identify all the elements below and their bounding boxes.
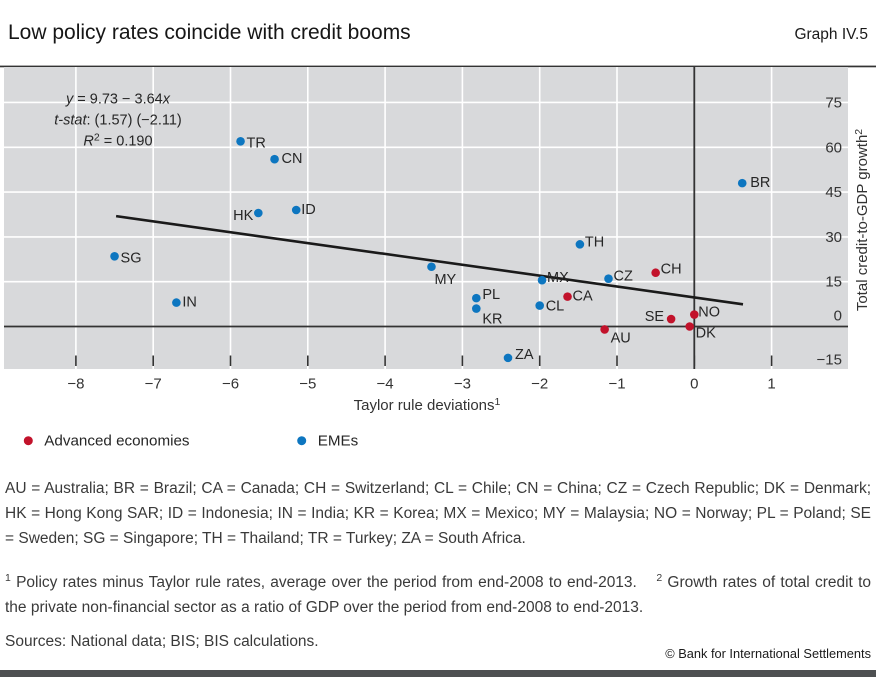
footnote-1-text: Policy rates minus Taylor rule rates, average over the period from end-2008 to end-2013.	[16, 573, 637, 591]
data-point-PL	[472, 294, 481, 303]
x-axis-tick-label: −1	[608, 375, 626, 393]
point-label-MY: MY	[434, 271, 457, 288]
y-axis-tick-label: 60	[825, 139, 842, 157]
data-point-TR	[236, 137, 245, 146]
data-point-ID	[292, 206, 301, 215]
point-label-NO: NO	[698, 304, 721, 321]
data-point-MX	[538, 276, 547, 285]
x-axis-tick-label: −4	[376, 375, 394, 393]
point-label-SE: SE	[644, 309, 665, 326]
point-label-TR: TR	[246, 135, 266, 152]
data-point-TH	[576, 240, 585, 249]
x-axis-tick-label: −5	[299, 375, 317, 393]
copyright-notice: © Bank for International Settlements	[665, 646, 871, 661]
chart-svg	[0, 64, 876, 456]
data-point-BR	[738, 179, 747, 188]
point-label-HK: HK	[233, 207, 254, 224]
footnote-2-text: Growth rates of total credit to the private non-financial sector as a ratio of GDP over the period from end-2008 to end-2013.	[5, 573, 871, 616]
point-label-IN: IN	[182, 294, 197, 311]
country-abbreviation-legend: AU = Australia; BR = Brazil; CA = Canada; CH = Switzerland; CL = Chile; CN = China; CZ = Czech Republic; DK = Denmark; HK = Hong Kong SAR; ID = Indonesia; IN = India; KR = Korea; MX = Mexico; MY = Malaysia; NO = Norway; PL = Poland; SE = Sweden; SG = Singapore; TH = Thailand; TR = Turkey; ZA = South Africa.	[5, 479, 871, 548]
equation-line: y = 9.73 − 3.64x	[66, 91, 170, 108]
x-axis-tick-label: −3	[453, 375, 471, 393]
r-squared-line: $R^2 = 0.190$	[83, 131, 153, 150]
y-axis-title: Total credit-to-GDP growth$^2$	[853, 128, 871, 312]
data-point-DK	[685, 322, 694, 331]
data-point-MY	[427, 262, 436, 271]
legend-dot-1	[297, 436, 306, 445]
sources-line: Sources: National data; BIS; BIS calculations.	[5, 632, 319, 650]
y-axis-tick-label: 75	[825, 94, 842, 112]
point-label-SG: SG	[120, 250, 142, 267]
legend-label-0: Advanced economies	[44, 432, 190, 450]
x-axis-tick-label: −6	[221, 375, 240, 393]
point-label-CA: CA	[572, 288, 593, 305]
bottom-bar	[0, 670, 876, 677]
x-axis-title: Taylor rule deviations$^1$	[353, 396, 501, 414]
point-label-CZ: CZ	[613, 268, 633, 285]
y-axis-tick-label: 0	[833, 307, 842, 325]
data-point-SG	[110, 252, 119, 261]
point-label-ID: ID	[301, 202, 316, 219]
point-label-PL: PL	[482, 287, 501, 304]
point-label-AU: AU	[610, 330, 631, 347]
y-axis-tick-label: −15	[816, 351, 842, 369]
y-axis-tick-label: 30	[825, 228, 842, 246]
footnote-2-marker: 2	[656, 571, 663, 584]
footnotes	[5, 570, 871, 621]
point-label-ZA: ZA	[515, 346, 534, 363]
point-label-DK: DK	[695, 325, 716, 342]
point-label-KR: KR	[482, 311, 503, 328]
point-label-CL: CL	[545, 298, 565, 315]
x-axis-tick-label: −7	[144, 375, 162, 393]
data-point-SE	[667, 315, 676, 324]
x-axis-tick-label: −2	[531, 375, 549, 393]
data-point-CA	[563, 292, 572, 301]
point-label-TH: TH	[584, 234, 605, 251]
point-label-CN: CN	[281, 151, 303, 168]
point-label-CH: CH	[660, 261, 682, 278]
data-point-IN	[172, 298, 181, 307]
legend-label-1: EMEs	[317, 432, 359, 450]
data-point-ZA	[504, 354, 513, 363]
data-point-CN	[270, 155, 279, 164]
y-axis-tick-label: 45	[825, 184, 842, 202]
data-point-CZ	[604, 274, 613, 283]
point-label-BR: BR	[750, 175, 771, 192]
graph-number-label: Graph IV.5	[794, 26, 868, 43]
data-point-KR	[472, 304, 481, 313]
y-axis-tick-label: 15	[825, 273, 842, 291]
data-point-AU	[600, 325, 609, 334]
footnote-1-marker: 1	[5, 571, 11, 584]
tstat-line: t-stat: (1.57) (−2.11)	[54, 112, 182, 129]
data-point-CH	[651, 268, 660, 277]
data-point-HK	[254, 209, 263, 218]
scatter-chart	[0, 64, 876, 456]
x-axis-tick-label: 1	[767, 375, 776, 393]
data-point-NO	[690, 310, 699, 319]
point-label-MX: MX	[547, 270, 569, 287]
legend-dot-0	[24, 436, 33, 445]
page-title: Low policy rates coincide with credit booms	[8, 21, 411, 44]
data-point-CL	[535, 301, 544, 310]
x-axis-tick-label: −8	[67, 375, 85, 393]
x-axis-tick-label: 0	[690, 375, 699, 393]
